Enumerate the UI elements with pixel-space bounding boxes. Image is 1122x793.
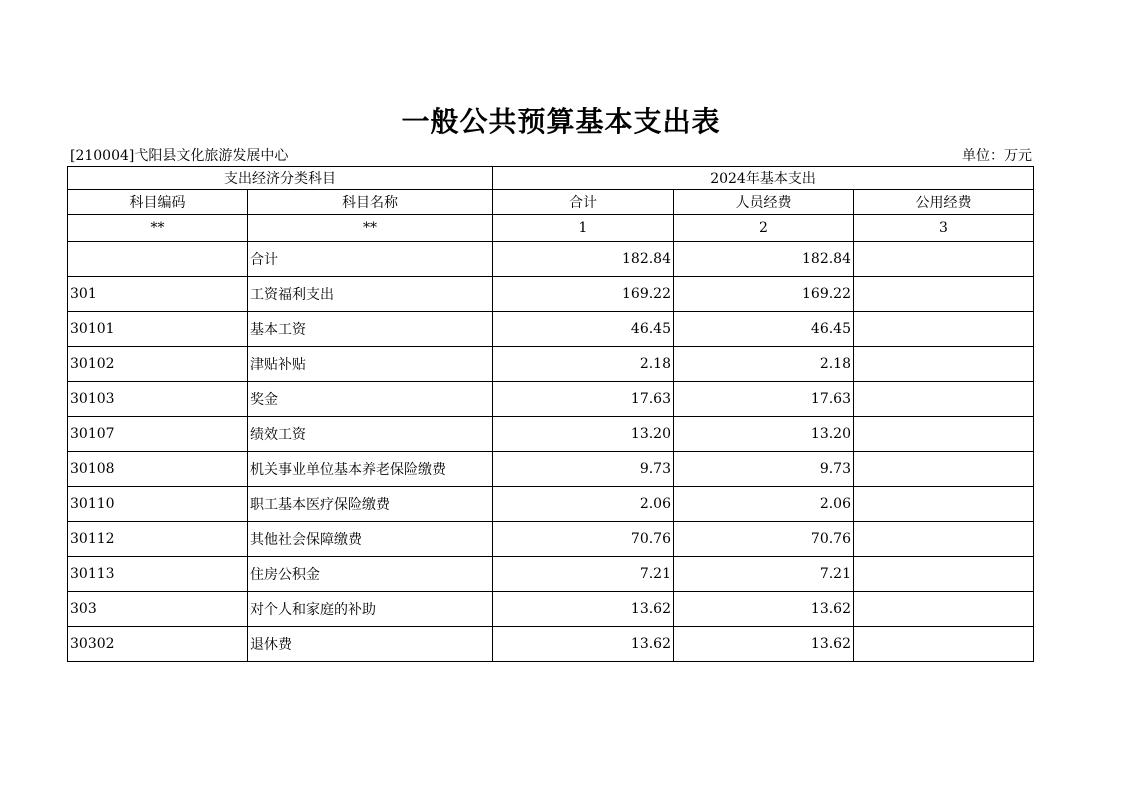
row-public	[854, 312, 1034, 347]
row-personnel: 13.20	[674, 417, 854, 452]
index-name: **	[248, 215, 493, 242]
table-row	[68, 627, 1034, 662]
row-personnel: 182.84	[674, 242, 854, 277]
row-code: 30107	[68, 417, 248, 452]
table-row	[68, 417, 1034, 452]
page-title: 一般公共预算基本支出表	[401, 105, 721, 138]
row-personnel: 169.22	[674, 277, 854, 312]
row-name: 绩效工资	[248, 417, 493, 452]
organization-label: [210004]弋阳县文化旅游发展中心	[70, 148, 289, 164]
row-code: 30113	[68, 557, 248, 592]
row-code: 30101	[68, 312, 248, 347]
row-public	[854, 347, 1034, 382]
row-code: 301	[68, 277, 248, 312]
row-public	[854, 627, 1034, 662]
row-code: 30108	[68, 452, 248, 487]
row-name: 奖金	[248, 382, 493, 417]
row-name: 津贴补贴	[248, 347, 493, 382]
table-row	[68, 382, 1034, 417]
row-personnel: 2.18	[674, 347, 854, 382]
row-public	[854, 592, 1034, 627]
unit-label: 单位：万元	[962, 148, 1032, 164]
row-name: 合计	[248, 242, 493, 277]
table-row	[68, 242, 1034, 277]
row-personnel: 46.45	[674, 312, 854, 347]
index-1: 1	[493, 215, 674, 242]
row-name: 住房公积金	[248, 557, 493, 592]
row-name: 机关事业单位基本养老保险缴费	[248, 452, 493, 487]
row-personnel: 17.63	[674, 382, 854, 417]
header-group-basic-expenditure: 2024年基本支出	[493, 167, 1034, 190]
header-total: 合计	[493, 190, 674, 215]
row-total: 70.76	[493, 522, 674, 557]
table-row	[68, 312, 1034, 347]
index-2: 2	[674, 215, 854, 242]
row-public	[854, 522, 1034, 557]
budget-table	[67, 166, 1034, 662]
row-total: 7.21	[493, 557, 674, 592]
row-name: 职工基本医疗保险缴费	[248, 487, 493, 522]
table-row	[68, 277, 1034, 312]
row-personnel: 9.73	[674, 452, 854, 487]
row-name: 工资福利支出	[248, 277, 493, 312]
index-code: **	[68, 215, 248, 242]
header-name: 科目名称	[248, 190, 493, 215]
row-personnel: 70.76	[674, 522, 854, 557]
table-row	[68, 487, 1034, 522]
table-row	[68, 557, 1034, 592]
table-row	[68, 452, 1034, 487]
row-code: 30110	[68, 487, 248, 522]
row-personnel: 13.62	[674, 627, 854, 662]
row-total: 9.73	[493, 452, 674, 487]
table-row	[68, 522, 1034, 557]
row-total: 182.84	[493, 242, 674, 277]
header-group-economic-classification: 支出经济分类科目	[68, 167, 493, 190]
row-public	[854, 242, 1034, 277]
row-personnel: 13.62	[674, 592, 854, 627]
table-row	[68, 592, 1034, 627]
row-name: 其他社会保障缴费	[248, 522, 493, 557]
table-row	[68, 347, 1034, 382]
index-3: 3	[854, 215, 1034, 242]
row-total: 13.62	[493, 592, 674, 627]
row-public	[854, 277, 1034, 312]
row-total: 17.63	[493, 382, 674, 417]
row-total: 13.20	[493, 417, 674, 452]
row-total: 169.22	[493, 277, 674, 312]
row-personnel: 7.21	[674, 557, 854, 592]
row-total: 2.06	[493, 487, 674, 522]
row-code	[68, 242, 248, 277]
header-code: 科目编码	[68, 190, 248, 215]
row-code: 30103	[68, 382, 248, 417]
row-public	[854, 382, 1034, 417]
row-code: 30112	[68, 522, 248, 557]
row-personnel: 2.06	[674, 487, 854, 522]
header-public: 公用经费	[854, 190, 1034, 215]
row-code: 303	[68, 592, 248, 627]
row-public	[854, 487, 1034, 522]
row-total: 2.18	[493, 347, 674, 382]
row-name: 退休费	[248, 627, 493, 662]
row-public	[854, 417, 1034, 452]
row-total: 46.45	[493, 312, 674, 347]
row-public	[854, 452, 1034, 487]
header-personnel: 人员经费	[674, 190, 854, 215]
row-code: 30302	[68, 627, 248, 662]
row-public	[854, 557, 1034, 592]
row-total: 13.62	[493, 627, 674, 662]
row-name: 对个人和家庭的补助	[248, 592, 493, 627]
row-code: 30102	[68, 347, 248, 382]
row-name: 基本工资	[248, 312, 493, 347]
